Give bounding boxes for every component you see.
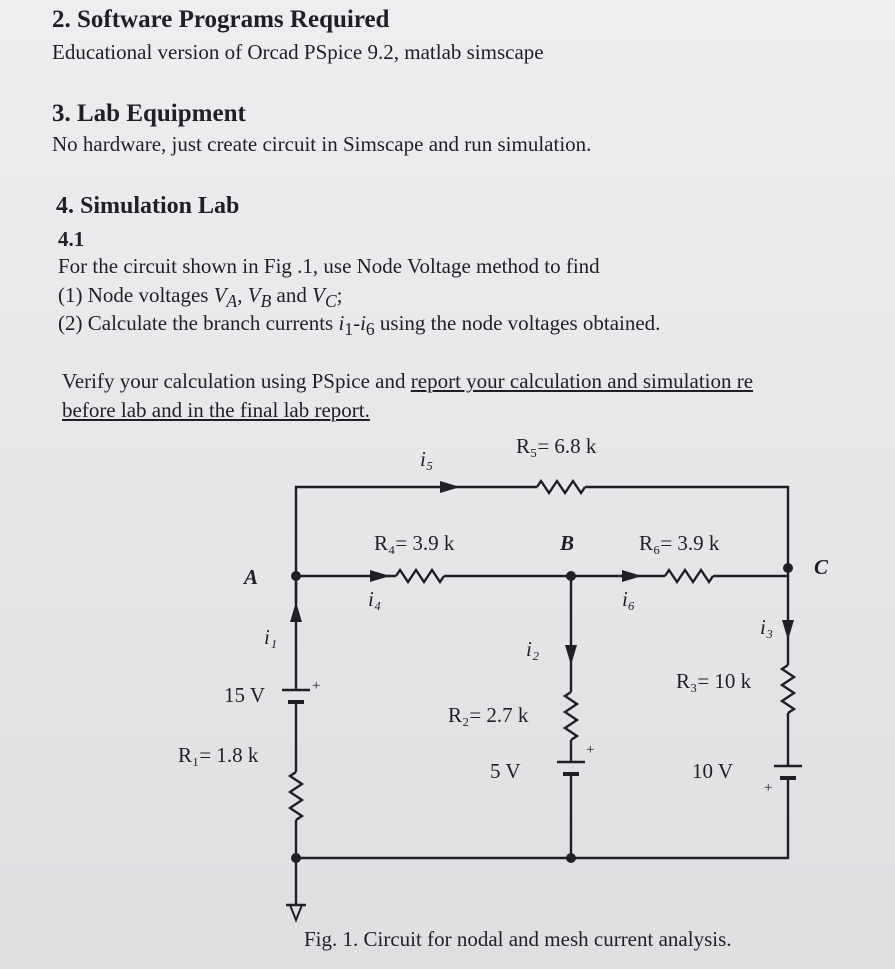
section-3-heading: 3. Lab Equipment <box>52 100 246 127</box>
var-i6-sub: 6 <box>365 319 375 340</box>
resistor-r3 <box>782 665 794 713</box>
node-bottom-center-dot <box>566 853 576 863</box>
var-vc-sub: C <box>324 291 337 312</box>
verify-underlined: report your calculation and simulation re <box>410 369 754 393</box>
label-i3: i₃ <box>760 615 774 639</box>
plus-10v: + <box>764 780 773 796</box>
var-vb-sub: B <box>260 291 272 312</box>
and-word: and <box>271 283 313 307</box>
arrow-i2 <box>565 645 577 665</box>
section-3-body: No hardware, just create circuit in Simscape and run simulation. <box>52 132 592 156</box>
task-intro-line: For the circuit shown in Fig .1, use Node Voltage method to find <box>58 254 600 278</box>
plus-15v: + <box>312 678 321 694</box>
var-vc: V <box>312 283 325 307</box>
var-va: V <box>213 283 227 307</box>
var-i1: i <box>338 311 345 335</box>
task-item-1-text: (1) Node voltages <box>58 283 214 307</box>
section-2-body: Educational version of Orcad PSpice 9.2, matlab simscape <box>52 40 544 64</box>
section-2-heading: 2. Software Programs Required <box>52 6 390 33</box>
label-node-a: A <box>244 565 259 589</box>
arrow-i4 <box>370 570 390 582</box>
arrow-i3 <box>782 620 794 640</box>
label-r2: R₂= 2.7 k <box>448 703 529 727</box>
label-i1: i₁ <box>264 625 278 649</box>
node-a-dot <box>291 571 301 581</box>
label-i6: i₆ <box>622 587 636 611</box>
figure-caption: Fig. 1. Circuit for nodal and mesh current analysis. <box>304 927 732 951</box>
verify-line-2: before lab and in the final lab report. <box>62 398 370 422</box>
var-i6: i <box>360 311 366 335</box>
label-10v: 10 V <box>692 759 734 783</box>
wire-bottom <box>296 782 788 858</box>
label-r4: R₄= 3.9 k <box>374 531 455 555</box>
resistor-r1 <box>290 772 302 820</box>
label-i2: i₂ <box>526 637 540 661</box>
var-va-sub: A <box>226 291 238 312</box>
arrow-i6 <box>622 570 642 582</box>
var-vb: V <box>247 283 261 307</box>
label-node-c: C <box>814 555 829 579</box>
label-i5: i₅ <box>420 447 434 471</box>
arrow-i5 <box>440 481 460 493</box>
resistor-r6 <box>665 570 713 582</box>
arrow-i1 <box>290 602 302 622</box>
verify-text: Verify your calculation using PSpice and <box>62 369 411 393</box>
resistor-r4 <box>396 570 444 582</box>
section-4-heading: 4. Simulation Lab <box>56 193 240 219</box>
label-r6: R₆= 3.9 k <box>639 531 720 555</box>
subsection-number: 4.1 <box>58 227 85 251</box>
label-5v: 5 V <box>490 759 521 783</box>
label-15v: 15 V <box>224 683 266 707</box>
wire-top-right <box>585 487 788 568</box>
comma: , <box>237 283 248 307</box>
dash: - <box>353 311 361 335</box>
label-r3: R₃= 10 k <box>676 669 752 693</box>
label-i4: i₄ <box>368 587 382 611</box>
node-c-dot <box>783 563 793 573</box>
node-b-dot <box>566 571 576 581</box>
semicolon: ; <box>336 283 343 307</box>
var-i1-sub: 1 <box>344 319 354 340</box>
label-r1: R₁= 1.8 k <box>178 743 259 767</box>
label-r5: R₅= 6.8 k <box>516 434 597 458</box>
task-item-2-tail: using the node voltages obtained. <box>374 311 661 335</box>
resistor-r2 <box>565 692 577 740</box>
plus-5v: + <box>586 742 595 758</box>
task-item-2-text: (2) Calculate the branch currents <box>58 311 339 335</box>
node-bottom-left-dot <box>291 853 301 863</box>
label-node-b: B <box>560 531 575 555</box>
arrow-ground <box>290 905 302 920</box>
resistor-r5 <box>537 481 585 493</box>
